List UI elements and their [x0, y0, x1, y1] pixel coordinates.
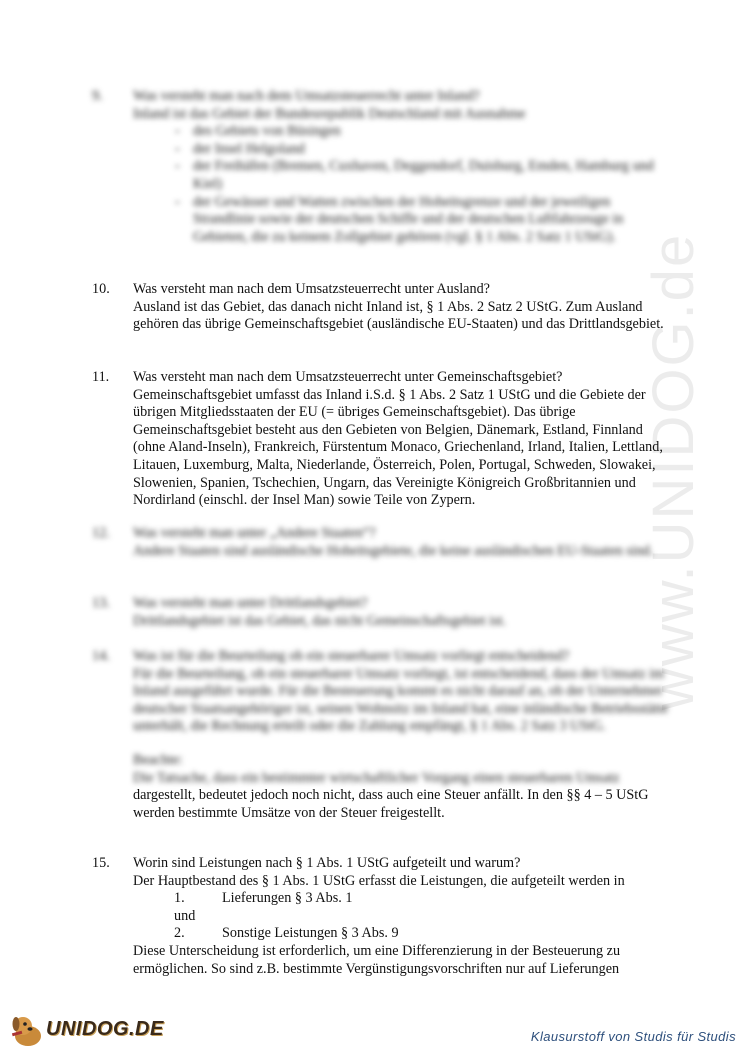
- question-number: 11.: [92, 369, 110, 385]
- question-text: Was versteht man nach dem Umsatzsteuerrecht unter Inland?: [133, 88, 480, 104]
- question-13: [92, 595, 672, 630]
- question-15: [92, 855, 672, 978]
- dog-icon: [8, 1010, 48, 1050]
- question-number: 12.: [92, 525, 110, 541]
- answer-text: Gemeinschaftsgebiet umfasst das Inland i.S.d. § 1 Abs. 2 Satz 1 UStG und die Gebiete der übrigen Mitgliedsstaaten der EU (= übriges Gemeinschaftsgebiet). Das übrige Gemeinschaftsgebiet besteht aus den Gebieten von Belgien, Dänemark, Estland, Finnland (ohne Aland-Inseln), Frankreich, Fürstentum Monaco, Griechenland, Irland, Italien, Lettland, Litauen, Luxemburg, Malta, Niederlande, Österreich, Polen, Portugal, Schweden, Slowakei, Slowenien, Spanien, Tschechien, Ungarn, das Vereinigte Königreich Großbritannien und Nordirland (einschl. der Insel Man) sowie Teile von Zypern.: [133, 386, 663, 509]
- answer-text: Für die Beurteilung, ob ein steuerbarer Umsatz vorliegt, ist entscheidend, dass der Umsatz im Inland ausgeführt wurde. Für die Besteuerung kommt es nicht darauf an, ob der Unternehmer deutscher Staatsangehöriger ist, seinen Wohnsitz im Inland hat, eine inländische Betriebsstätte unterhält, die Rechnung erteilt oder die Zahlung empfängt, § 1 Abs. 2 Satz 3 UStG.: [133, 665, 669, 735]
- list-item: - der Insel Helgoland: [175, 140, 305, 157]
- note-blurred-line: Die Tatsache, dass ein bestimmter wirtschaftlicher Vorgang einen steuerbaren Umsatz: [133, 769, 620, 786]
- footer-tagline: Klausurstoff von Studis für Studis: [530, 1029, 736, 1044]
- answer-text: Ausland ist das Gebiet, das danach nicht Inland ist, § 1 Abs. 2 Satz 2 UStG. Zum Ausland gehören das übrige Gemeinschaftsgebiet (ausländische EU-Staaten) und das Drittlandsgebiet.: [133, 298, 664, 333]
- question-text: Was versteht man unter „Andere Staaten“?: [133, 525, 376, 541]
- question-text: Worin sind Leistungen nach § 1 Abs. 1 UStG aufgeteilt und warum?: [133, 855, 521, 871]
- question-number: 14.: [92, 648, 110, 664]
- list-item: 1. Lieferungen § 3 Abs. 1: [174, 890, 353, 907]
- note-label: Beachte:: [133, 751, 183, 768]
- unidog-logo[interactable]: [8, 1010, 188, 1050]
- question-text: Was versteht man nach dem Umsatzsteuerrecht unter Gemeinschaftsgebiet?: [133, 369, 563, 385]
- answer-outro: Diese Unterscheidung ist erforderlich, um eine Differenzierung in der Besteuerung zu ermöglichen. So sind z.B. bestimmte Vergünstigungsvorschriften nur auf Lieferungen: [133, 942, 621, 977]
- answer-text: Drittlandsgebiet ist das Gebiet, das nicht Gemeinschaftsgebiet ist.: [133, 612, 507, 629]
- question-number: 9.: [92, 88, 103, 104]
- list-item: - der Gewässer und Watten zwischen der Hoheitsgrenze und der jeweiligen Strandlinie sowie der deutschen Schiffe und der deutschen Luftfahrzeuge in Gebieten, die zu keinem Zollgebiet gehören (vgl. § 1 Abs. 2 Satz 1 UStG).: [175, 193, 624, 245]
- list-item: - des Gebiets von Büsingen: [175, 123, 341, 140]
- list-item: 2. Sonstige Leistungen § 3 Abs. 9: [174, 925, 399, 942]
- question-number: 10.: [92, 281, 110, 297]
- question-11: [92, 369, 672, 510]
- logo-text: UNIDOG.DE: [46, 1018, 164, 1040]
- question-12: [92, 525, 672, 560]
- note-text: dargestellt, bedeutet jedoch noch nicht, dass auch eine Steuer anfällt. In den §§ 4 – 5 UStG werden bestimmte Umsätze von der Steuer freigestellt.: [133, 787, 649, 821]
- answer-intro: Der Hauptbestand des § 1 Abs. 1 UStG erfasst die Leistungen, die aufgeteilt werden in: [133, 872, 625, 889]
- question-number: 15.: [92, 855, 110, 871]
- answer-text: Inland ist das Gebiet der Bundesrepublik Deutschland mit Ausnahme: [133, 105, 526, 122]
- question-14: [92, 648, 672, 822]
- question-text: Was versteht man unter Drittlandsgebiet?: [133, 595, 368, 611]
- question-text: Was ist für die Beurteilung ob ein steuerbarer Umsatz vorliegt entscheidend?: [133, 648, 570, 664]
- answer-text: Andere Staaten sind ausländische Hoheitsgebiete, die keine ausländischen EU-Staaten sind.: [133, 542, 654, 559]
- watermark-text: www.UNIDOG.de: [641, 232, 706, 710]
- question-number: 13.: [92, 595, 110, 611]
- question-9: [92, 88, 672, 246]
- list-item: - der Freihäfen (Bremen, Cuxhaven, Deggendorf, Duisburg, Emden, Hamburg und Kiel): [175, 158, 654, 192]
- question-text: Was versteht man nach dem Umsatzsteuerrecht unter Ausland?: [133, 281, 490, 297]
- conjunction: und: [174, 907, 196, 924]
- question-10: [92, 281, 672, 334]
